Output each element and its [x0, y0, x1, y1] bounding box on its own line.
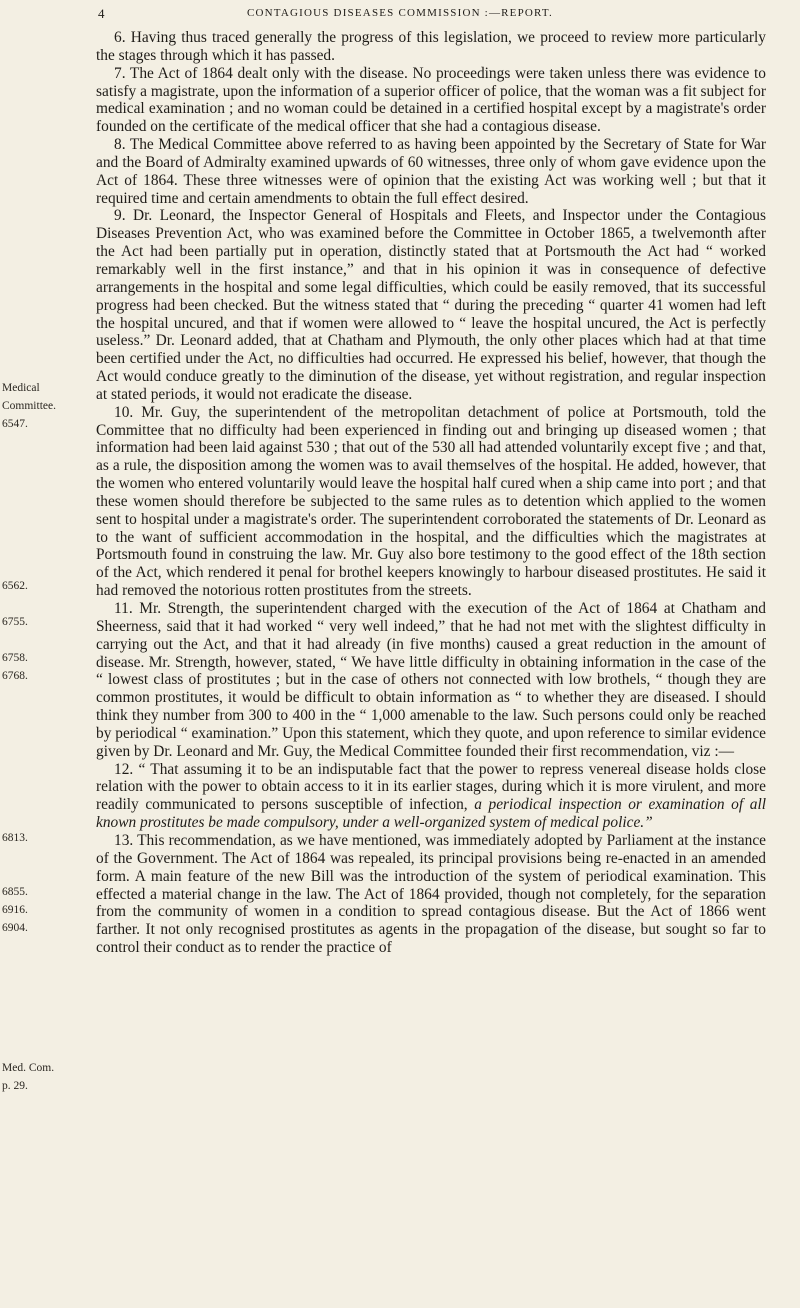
margin-note-ref: 6562.: [2, 580, 28, 592]
margin-note-med-com: [2, 1060, 54, 1096]
margin-note-ref: 6813.: [2, 832, 28, 844]
margin-note-ref: 6904.: [2, 922, 28, 934]
margin-note-ref: 6758.: [2, 652, 28, 664]
margin-note-ref: 6916.: [2, 904, 28, 916]
paragraph-8: 8. The Medical Committee above referred to as having been appointed by the Secretary of State for War and the Board of Admiralty examined upwards of 60 witnesses, three only of whom gave evidence upon the Act of 1864. These three witnesses were of opinion that the existing Act was working well ; but that it required time and certain amendments to obtain the full effect desired.: [96, 136, 766, 207]
paragraph-12-text: 12. “ That assuming it to be an indisputable fact that the power to repress venereal disease holds close relation with the power to obtain access to it in its earlier stages, during which it is more virulent, and more readily communicated to persons susceptible of infection,: [96, 760, 766, 814]
report-body: [96, 29, 766, 957]
margin-note-line: Med. Com.: [2, 1062, 55, 1074]
margin-note-medical-committee: [2, 380, 56, 434]
margin-note-line: p. 29.: [2, 1079, 28, 1092]
margin-note-ref: 6755.: [2, 616, 28, 628]
paragraph-9: 9. Dr. Leonard, the Inspector General of Hospitals and Fleets, and Inspector under the Contagious Diseases Prevention Act, who was examined before the Committee in October 1865, a twelvemonth after the Act had been partially put in operation, distinctly stated that at Portsmouth the Act had “ worked remarkably well in the first instance,” and that in his opinion it was in consequence of defective arrangements in the hospital and some legal difficulties, which could be easily removed, that its successful progress had been checked. But the witness stated that “ during the preceding “ quarter 41 women had left the hospital uncured, and that if women were allowed to “ leave the hospital uncured, the Act is perfectly useless.” Dr. Leonard added, that at Chatham and Plymouth, the only other places which had at that time been certified under the Act, no difficulties had occurred. He expressed his belief, however, that though the Act would conduce greatly to the diminution of the disease, yet without registration, and regular inspection at stated periods, it would not eradicate the disease.: [96, 207, 766, 403]
paragraph-12-italic: a periodical inspection or examination of all known prostitutes be made compulsory, under a well-organized system of medical police.”: [96, 796, 766, 832]
paragraph-11: 11. Mr. Strength, the superintendent charged with the execution of the Act of 1864 at Chatham and Sheerness, said that it had worked “ very well indeed,” that he had not met with the slightest difficulty in carrying out the Act, and that it had already (in five months) caused a great reduction in the amount of disease. Mr. Strength, however, stated, “ We have little difficulty in obtaining information in the case of the “ lowest class of prostitutes ; but in the case of others not connected with low brothels, “ though they are common prostitutes, it would be difficult to obtain information as “ to whether they are diseased. I should think they number from 300 to 400 in the “ 1,000 amenable to the law. Such persons could only be reached by periodical “ examination.” Upon this statement, which they quote, and upon reference to similar evidence given by Dr. Leonard and Mr. Guy, the Medical Committee founded their first recommendation, viz :—: [96, 600, 766, 760]
page-header: [0, 6, 800, 26]
margin-note-ref: 6855.: [2, 886, 28, 898]
paragraph-12: [96, 761, 766, 832]
paragraph-7: 7. The Act of 1864 dealt only with the disease. No proceedings were taken unless there was evidence to satisfy a magistrate, upon the information of a superior officer of police, that the woman was a fit subject for medical examination ; and no woman could be detained in a certified hospital except by a magistrate's order founded on the certificate of the medical officer that she had a contagious disease.: [96, 64, 766, 136]
paragraph-6: 6. Having thus traced generally the progress of this legislation, we proceed to review more particularly the stages through which it has passed.: [96, 29, 766, 64]
margin-note-line: Committee.: [2, 399, 56, 412]
margin-note-ref: 6768.: [2, 670, 28, 682]
running-head: CONTAGIOUS DISEASES COMMISSION :—REPORT.: [246, 7, 553, 19]
paragraph-13: 13. This recommendation, as we have mentioned, was immediately adopted by Parliament at the instance of the Government. The Act of 1864 was repealed, its principal provisions being re-enacted in an amended form. A main feature of the new Bill was the introduction of the system of periodical examination. This effected a material change in the law. The Act of 1864 provided, though not completely, for the separation from the community of women in a condition to spread contagious disease. But the Act of 1866 went farther. It not only recognised prostitutes as agents in the propagation of the disease, but sought so far to control their conduct as to render the practice of: [96, 831, 766, 957]
page-number: 4: [98, 6, 105, 21]
margin-note-line: Medical: [2, 382, 40, 394]
paragraph-10: 10. Mr. Guy, the superintendent of the metropolitan detachment of police at Portsmouth, told the Committee that no difficulty had been experienced in finding out and bringing up diseased women ; that information had been laid against 530 ; that out of the 530 all had attended voluntarily except five ; and that, as a rule, the disposition among the women was to avail themselves of the hospital. He added, however, that the women who entered voluntarily would leave the hospital half cured when a ship came into port ; and that these women should therefore be subjected to the same rules as to detention which applied to the women sent to hospital under a magistrate's order. The superintendent corroborated the statements of Dr. Leonard as to the want of sufficient accommodation in the hospital, and the difficulties which the magistrates at Portsmouth found in construing the law. Mr. Guy also bore testimony to the good effect of the 18th section of the Act, which rendered it penal for brothel keepers knowingly to harbour diseased prostitutes. He said it had removed the notorious rotten prostitutes from the streets.: [96, 403, 766, 600]
margin-note-line: 6547.: [2, 417, 28, 430]
